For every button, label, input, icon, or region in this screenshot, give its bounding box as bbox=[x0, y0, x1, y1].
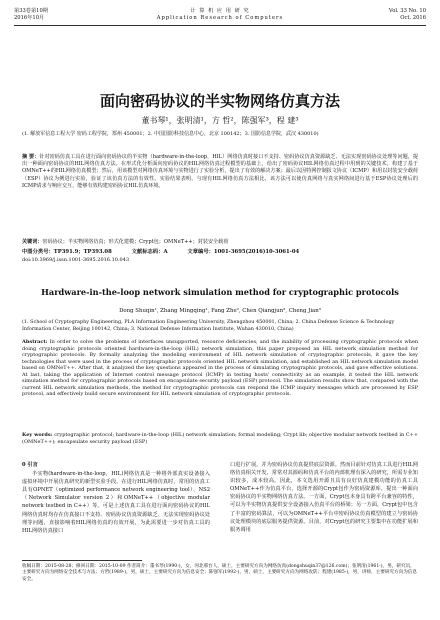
abstract-en bbox=[22, 339, 418, 398]
keywords-en-label: Key words: bbox=[22, 432, 53, 438]
paper-title-en: Hardware-in-the-loop network simulation method for cryptographic protocols bbox=[41, 287, 399, 297]
document-code: 文献标志码：A bbox=[131, 249, 168, 255]
doi: doi:10.3969/j.issn.1001-3695.2016.10.043 bbox=[22, 257, 130, 263]
article-number: 文章编号：1001-3695(2016)10-3061-04 bbox=[187, 249, 300, 255]
classification-row bbox=[22, 249, 418, 256]
journal-date-cn: 2016年10月 bbox=[14, 15, 45, 21]
keywords-cn-label: 关键词： bbox=[22, 239, 43, 245]
intro-paragraph-1: 半实物(hardware-in-the-loop，HIL)网络仿真是一种将外部真实设备接入虚拟环境中开展仿真研究的新型实验手段。在进行HIL网络仿真时，常用的仿真工具有OPNET（optimized performance network engineering tool）、NS2（Network Simulator version 2）和OMNeT++（objective modular network testbed in C++）等。可是上述仿真工具在进行面向密码协议的HIL网络仿真时均存在仿真接口不支持、密码协议仿真资源缺乏、无法实现密码协议处理等问题，直接影响着HIL网络仿真的有效开展，为此需要进一步对仿真工具的HIL网络仿真接口 bbox=[22, 471, 210, 534]
keywords-en-text: cryptographic protocol; hardware-in-the-loop (HIL) network simulation; formal modeling; Crypt lib; objective modular network testbed in C++ (OMNeT++); encapsulate security payload (ESP) bbox=[22, 432, 419, 445]
journal-volume-en: Vol. 33 No. 10 bbox=[388, 8, 426, 14]
journal-name-en: Application Research of Computers bbox=[156, 15, 284, 21]
authors-cn: 董书琴¹，张明清¹，方 哲²，陈强军³，程 建³ bbox=[141, 116, 299, 125]
footnote: 收稿日期：2015-08-28；修回日期：2015-10-09 作者简介：董书琴(1990-)，女，河北邢台人，硕士，主要研究方向为网络仿真(dongshuqin37@126.com)；张明清(1961-)，男，研究员，主要研究方向为网络安全技术与方法；方哲(1989-)，男，硕士，主要研究方向为信息安全；陈强军(1992-)，男，硕士，主要研究方向为网络攻防；程建(1985-)，男，讲师，主要研究方向为信息安全。 bbox=[22, 564, 418, 582]
keywords-en bbox=[22, 432, 418, 445]
keywords-cn bbox=[22, 239, 418, 246]
abstract-cn bbox=[22, 154, 418, 190]
journal-name-cn: 计 算 机 应 用 研 究 bbox=[190, 8, 250, 14]
header-center bbox=[14, 8, 426, 22]
clc-number: 中图分类号：TP391.9；TP393.08 bbox=[22, 249, 112, 255]
authors-en: Dong Shuqin¹, Zhang Mingqing¹, Fang Zhe², Chen Qiangjun³, Cheng Jian³ bbox=[119, 308, 321, 314]
body-column-left bbox=[22, 461, 210, 535]
abstract-cn-label: 摘 要： bbox=[22, 154, 40, 160]
header-rule bbox=[14, 25, 426, 26]
affiliation-cn: (1. 解放军信息工程大学 密码工程学院，郑州 450001；2. 中国国防科技信息中心，北京 100142；3. 国防信息学院，武汉 430010) bbox=[22, 131, 319, 137]
keywords-cn-text: 密码协议；半实物网络仿真；形式化建模；Crypt包；OMNeT++；封装安全载荷 bbox=[42, 239, 229, 245]
footnote-rule bbox=[22, 560, 142, 561]
journal-date-en: Oct. 2016 bbox=[400, 15, 426, 21]
paper-title-cn: 面向密码协议的半实物网络仿真方法 bbox=[99, 92, 340, 110]
affiliation-en: (1. School of Cryptography Engineering, PLA Information Engineering University, Zhengzhou 450001, China; 2. China Defense Science & Technology Information Center, Beijing 100142, China; 3. National Defense Information Institute, Wuhan 430010, China) bbox=[22, 319, 395, 332]
intro-paragraph-2: 口进行扩展，并为密码协议仿真提供底层资源。然而目前针对仿真工具进行HIL网络仿真相关开发，常常对其源码和仿真平台的内部机理有深入的研究，所需专业知识较多，成本较高。因此，本文选用开源且具有良好仿真建模功能的仿真工具OMNeT++作为仿真平台，选择开源的Crypt包作为密码资源库，提出一种面向密码协议的半实物网络仿真方法。一方面，Crypt包本身具有跨平台兼容的特性，可以为半实物仿真提供安全设备接入仿真平台的桥梁；另一方面，Crypt包中包含了丰富的密码算法，可以为OMNeT++平台中密码协议仿真模型的建立与密码协议处理模块的底层服务提供资源。目前，对Crypt包的研究主要集中在功能扩展和服务调用 bbox=[230, 462, 418, 533]
running-header bbox=[14, 6, 426, 30]
abstract-cn-text: 针对密码仿真工具在进行面向密码协议的半实物（hardware-in-the-loop，HIL）网络仿真时接口不支持、密码协议仿真资源缺乏、无法实现密码协议处理等问题，提出一种面向密码协议的HIL网络仿真方法。在形式化分析面向密码协议的HIL网络仿真过程模型的基础上，给出了密码协议HIL网络仿真过程中用到的关键技术，构建了基于OMNeT++的HIL网络仿真模型；然后，用该模型对网络仿真环境与实物进行了实验分析，提出了有效的解决方案；最后以因特网控制报文协议（ICMP）和用以封装安全载荷（ESP）协议为例进行实验，验证了该仿真方法的有效性。实验结果表明，与现有HIL网络仿真方法相比，该方法可以使仿真网络与真实网络间进行基于ESP协议处理后的ICMP请求与响应交互，能够有效构建密码协议HIL仿真环境。 bbox=[22, 154, 419, 189]
abstract-en-text: In order to solve the problems of interfaces unsupported, resource deficiencies, and the inability of processing cryptographic protocols when doing cryptographic protocols oriented hardware-in-the-loop (HIL) network simulation, this paper proposed an HIL network simulation method for cryptographic protocols. By formally analyzing the modeling environment of HIL network simulation of cryptographic protocols, it gave the key technologies that were used in the process of cryptographic protocols oriented HIL network simulation, and established an HIL network simulation model based on OMNeT++. After that, it analyzed the key questions appeared in the process of simulating cryptographic protocols, and gave effective solutions. At last, taking the application of Internet control message protocol (ICMP) in testing hosts' connectivity as an example, it tested the HIL network simulation method for cryptographic protocols based on encapsulate security payload (ESP) protocol. The simulation results show that, compared with the current HIL network simulation methods, the method for cryptographic protocols can respond the ICMP inquiry messages which are processed by ESP protocol, and effectively build secure environment for HIL network simulation of cryptographic protocols. bbox=[22, 339, 418, 397]
abstract-en-label: Abstract: bbox=[22, 339, 48, 345]
section-heading-intro: 0 引言 bbox=[22, 462, 38, 468]
journal-volume-cn: 第33卷第10期 bbox=[14, 8, 48, 14]
body-column-right bbox=[230, 461, 418, 534]
header-right bbox=[389, 8, 426, 22]
